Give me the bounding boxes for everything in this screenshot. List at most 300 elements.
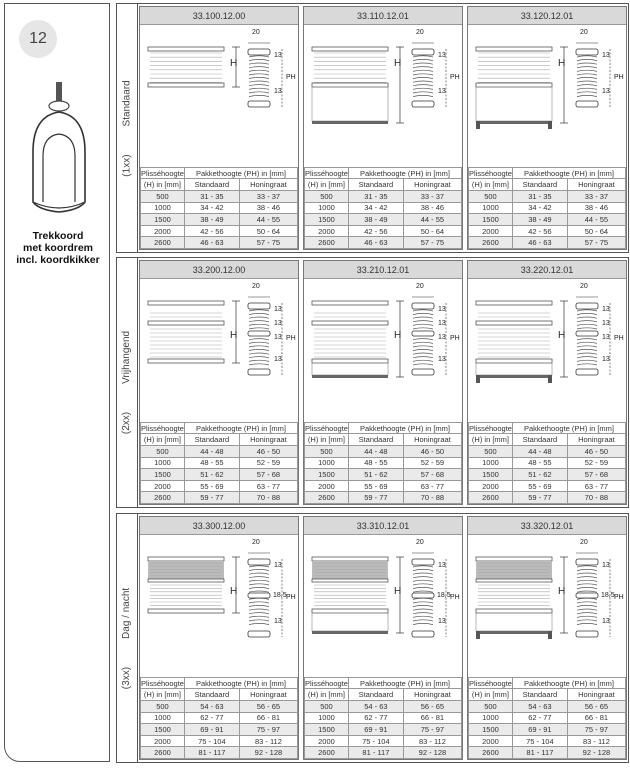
table-cell: 34 - 42 [348, 202, 403, 214]
dimension-label-h: H [230, 586, 238, 597]
header-honeycomb: Honingraat [403, 434, 461, 446]
dimensions-table [140, 167, 298, 249]
table-row [305, 712, 462, 724]
table-subheader-row [305, 689, 462, 701]
section-standaard [116, 3, 629, 253]
table-row [469, 191, 626, 203]
table-cell: 38 - 46 [403, 202, 461, 214]
table-cell: 1500 [469, 214, 513, 226]
article-code: 33.110.12.01 [304, 7, 462, 25]
product-card [139, 516, 299, 760]
table-cell: 48 - 55 [184, 457, 239, 469]
header-pleat-height: Plisséhoogte [141, 423, 184, 433]
header-pleat-height: Plisséhoogte [305, 168, 348, 178]
header-unit: (H) in [mm] [469, 434, 513, 446]
table-cell: 48 - 55 [348, 457, 403, 469]
table-header-row [469, 167, 626, 179]
header-package-height: Pakkethoogte (PH) in [mm] [512, 677, 625, 689]
table-row [469, 712, 626, 724]
table-cell: 1000 [305, 712, 349, 724]
dimension-label-ph: PH [614, 594, 624, 601]
table-row [141, 480, 298, 492]
table-cell: 33 - 37 [239, 191, 297, 203]
dimension-label-d13: 13 [274, 88, 282, 95]
table-cell: 44 - 55 [403, 214, 461, 226]
table-header-row [305, 422, 462, 434]
table-cell: 51 - 62 [184, 469, 239, 481]
table-cell: 1000 [141, 457, 185, 469]
header-pleat-height: Plisséhoogte [141, 678, 184, 688]
table-cell: 500 [469, 446, 513, 458]
table-cell: 92 - 128 [567, 747, 625, 759]
table-row [305, 191, 462, 203]
table-cell: 31 - 35 [348, 191, 403, 203]
table-row [469, 701, 626, 713]
table-row [305, 724, 462, 736]
table-row [305, 214, 462, 226]
table-row [305, 701, 462, 713]
dimension-label-ph: PH [450, 74, 460, 81]
header-package-height: Pakkethoogte (PH) in [mm] [348, 422, 461, 434]
table-row [141, 237, 298, 249]
blind-diagram [468, 535, 626, 663]
table-subheader-row [469, 179, 626, 191]
section-label [117, 514, 138, 762]
table-row [469, 457, 626, 469]
product-name [5, 230, 111, 266]
table-row [141, 446, 298, 458]
table-subheader-row [469, 689, 626, 701]
dimensions-table [304, 677, 462, 759]
table-cell: 1500 [305, 214, 349, 226]
article-code: 33.200.12.00 [140, 261, 298, 279]
table-row [141, 735, 298, 747]
table-cell: 70 - 88 [239, 492, 297, 504]
table-subheader-row [469, 434, 626, 446]
blind-diagram [304, 279, 462, 407]
table-cell: 54 - 63 [512, 701, 567, 713]
dimension-label-d185: 18,5 [601, 592, 615, 599]
table-cell: 46 - 63 [348, 237, 403, 249]
header-standard: Standaard [512, 434, 567, 446]
table-cell: 63 - 77 [239, 480, 297, 492]
header-pleat-height: Plisséhoogte [469, 678, 512, 688]
header-honeycomb: Honingraat [567, 179, 625, 191]
table-cell: 38 - 49 [184, 214, 239, 226]
table-cell: 42 - 56 [348, 225, 403, 237]
table-cell: 75 - 104 [184, 735, 239, 747]
page-number-badge: 12 [19, 20, 57, 58]
dimension-label-d185: 18,5 [273, 592, 287, 599]
table-row [305, 735, 462, 747]
dimension-label-w20: 20 [252, 539, 260, 546]
header-package-height: Pakkethoogte (PH) in [mm] [184, 422, 297, 434]
dimension-label-d13: 13 [438, 334, 446, 341]
table-row [469, 446, 626, 458]
blind-diagram [140, 279, 298, 407]
header-package-height: Pakkethoogte (PH) in [mm] [512, 422, 625, 434]
table-cell: 50 - 64 [239, 225, 297, 237]
cord-handle-icon [29, 82, 89, 222]
dimension-label-w20: 20 [252, 29, 260, 36]
table-cell: 59 - 77 [184, 492, 239, 504]
table-cell: 55 - 69 [348, 480, 403, 492]
table-cell: 44 - 55 [239, 214, 297, 226]
table-subheader-row [141, 434, 298, 446]
header-unit: (H) in [mm] [305, 689, 349, 701]
header-package-height: Pakkethoogte (PH) in [mm] [512, 167, 625, 179]
section-label [117, 4, 138, 252]
dimension-label-h: H [558, 330, 566, 341]
table-cell: 69 - 91 [348, 724, 403, 736]
table-cell: 34 - 42 [184, 202, 239, 214]
table-cell: 57 - 68 [239, 469, 297, 481]
table-cell: 2600 [141, 237, 185, 249]
dimension-label-ph: PH [286, 74, 296, 81]
table-row [141, 457, 298, 469]
table-subheader-row [141, 179, 298, 191]
table-cell: 1000 [141, 202, 185, 214]
table-cell: 75 - 97 [239, 724, 297, 736]
dimension-label-d13: 13 [274, 306, 282, 313]
table-cell: 2600 [141, 492, 185, 504]
header-standard: Standaard [348, 179, 403, 191]
table-cell: 2000 [141, 225, 185, 237]
dimension-label-h: H [558, 58, 566, 69]
table-cell: 69 - 91 [512, 724, 567, 736]
dimensions-table [304, 422, 462, 504]
table-row [141, 225, 298, 237]
table-row [469, 480, 626, 492]
table-row [305, 225, 462, 237]
table-cell: 2000 [305, 735, 349, 747]
table-cell: 2000 [141, 735, 185, 747]
product-card [467, 6, 627, 250]
dimension-label-ph: PH [614, 335, 624, 342]
dimension-label-w20: 20 [580, 29, 588, 36]
dimension-label-h: H [394, 330, 402, 341]
table-cell: 500 [469, 701, 513, 713]
dimension-label-d13: 13 [602, 562, 610, 569]
dimension-label-ph: PH [450, 594, 460, 601]
table-cell: 1500 [141, 724, 185, 736]
blind-diagram [304, 535, 462, 663]
header-pleat-height: Plisséhoogte [305, 678, 348, 688]
table-cell: 57 - 75 [403, 237, 461, 249]
product-card [467, 260, 627, 505]
table-cell: 2600 [305, 747, 349, 759]
table-cell: 51 - 62 [348, 469, 403, 481]
table-cell: 500 [305, 446, 349, 458]
table-cell: 57 - 68 [403, 469, 461, 481]
table-cell: 44 - 48 [348, 446, 403, 458]
dimension-label-d13: 13 [438, 356, 446, 363]
table-cell: 62 - 77 [184, 712, 239, 724]
table-cell: 1500 [141, 469, 185, 481]
article-code: 33.320.12.01 [468, 517, 626, 535]
table-row [141, 712, 298, 724]
table-cell: 500 [141, 446, 185, 458]
product-card [139, 6, 299, 250]
table-header-row [305, 677, 462, 689]
table-row [305, 446, 462, 458]
table-row [141, 469, 298, 481]
product-card [303, 260, 463, 505]
blind-diagram [140, 25, 298, 153]
table-cell: 56 - 65 [403, 701, 461, 713]
table-cell: 500 [305, 701, 349, 713]
table-cell: 57 - 75 [239, 237, 297, 249]
header-package-height: Pakkethoogte (PH) in [mm] [184, 167, 297, 179]
table-cell: 83 - 112 [403, 735, 461, 747]
blind-diagram [468, 25, 626, 153]
header-honeycomb: Honingraat [239, 434, 297, 446]
table-row [469, 492, 626, 504]
dimension-label-h: H [230, 330, 238, 341]
table-header-row [141, 677, 298, 689]
table-row [141, 492, 298, 504]
dimension-label-h: H [558, 586, 566, 597]
header-unit: (H) in [mm] [141, 179, 185, 191]
header-honeycomb: Honingraat [403, 689, 461, 701]
table-cell: 2000 [469, 480, 513, 492]
header-unit: (H) in [mm] [469, 689, 513, 701]
table-cell: 31 - 35 [184, 191, 239, 203]
header-pleat-height: Plisséhoogte [141, 168, 184, 178]
dimension-label-d185: 18,5 [437, 592, 451, 599]
table-cell: 2600 [469, 492, 513, 504]
dimension-label-d13: 13 [274, 320, 282, 327]
dimension-label-h: H [394, 58, 402, 69]
dimension-label-w20: 20 [580, 283, 588, 290]
table-cell: 70 - 88 [567, 492, 625, 504]
table-cell: 59 - 77 [348, 492, 403, 504]
table-cell: 1500 [141, 214, 185, 226]
table-cell: 51 - 62 [512, 469, 567, 481]
article-code: 33.210.12.01 [304, 261, 462, 279]
table-row [305, 480, 462, 492]
article-code: 33.220.12.01 [468, 261, 626, 279]
dimension-label-ph: PH [286, 594, 296, 601]
blind-diagram [468, 279, 626, 407]
table-cell: 42 - 56 [512, 225, 567, 237]
header-pleat-height: Plisséhoogte [469, 423, 512, 433]
dimension-label-d13: 13 [274, 618, 282, 625]
table-cell: 66 - 81 [567, 712, 625, 724]
table-cell: 54 - 63 [348, 701, 403, 713]
header-package-height: Pakkethoogte (PH) in [mm] [184, 677, 297, 689]
table-row [469, 469, 626, 481]
dimension-label-d13: 13 [438, 88, 446, 95]
header-standard: Standaard [512, 179, 567, 191]
table-cell: 1000 [305, 457, 349, 469]
table-header-row [469, 677, 626, 689]
table-cell: 50 - 64 [403, 225, 461, 237]
table-cell: 1000 [305, 202, 349, 214]
dimension-label-d13: 13 [274, 52, 282, 59]
header-unit: (H) in [mm] [469, 179, 513, 191]
header-pleat-height: Plisséhoogte [469, 168, 512, 178]
table-cell: 52 - 59 [567, 457, 625, 469]
table-cell: 66 - 81 [403, 712, 461, 724]
table-row [469, 237, 626, 249]
table-row [469, 735, 626, 747]
table-cell: 1500 [469, 724, 513, 736]
table-cell: 2000 [305, 225, 349, 237]
table-cell: 46 - 63 [184, 237, 239, 249]
product-column [4, 3, 110, 762]
dimension-label-w20: 20 [580, 539, 588, 546]
table-row [305, 492, 462, 504]
product-name-line-2: met koordrem [22, 242, 94, 254]
table-cell: 75 - 104 [348, 735, 403, 747]
dimension-label-d13: 13 [602, 334, 610, 341]
dimension-label-w20: 20 [416, 283, 424, 290]
header-standard: Standaard [184, 434, 239, 446]
table-cell: 83 - 112 [567, 735, 625, 747]
header-pleat-height: Plisséhoogte [305, 423, 348, 433]
table-cell: 500 [469, 191, 513, 203]
table-cell: 44 - 48 [184, 446, 239, 458]
header-unit: (H) in [mm] [141, 689, 185, 701]
table-cell: 2000 [469, 735, 513, 747]
table-row [305, 457, 462, 469]
table-cell: 69 - 91 [184, 724, 239, 736]
product-card [303, 6, 463, 250]
table-header-row [141, 422, 298, 434]
table-cell: 46 - 63 [512, 237, 567, 249]
dimension-label-d13: 13 [602, 356, 610, 363]
table-cell: 46 - 50 [403, 446, 461, 458]
header-honeycomb: Honingraat [239, 689, 297, 701]
section-count: (1xx) [121, 153, 133, 177]
table-cell: 83 - 112 [239, 735, 297, 747]
table-subheader-row [141, 689, 298, 701]
table-cell: 500 [141, 191, 185, 203]
table-cell: 55 - 69 [512, 480, 567, 492]
section-title: Standaard [121, 79, 133, 126]
table-cell: 62 - 77 [348, 712, 403, 724]
blind-diagram [140, 535, 298, 663]
table-cell: 46 - 50 [567, 446, 625, 458]
product-card [467, 516, 627, 760]
table-cell: 81 - 117 [184, 747, 239, 759]
table-cell: 52 - 59 [239, 457, 297, 469]
table-cell: 48 - 55 [512, 457, 567, 469]
dimension-label-d13: 13 [438, 320, 446, 327]
table-cell: 38 - 46 [239, 202, 297, 214]
table-subheader-row [305, 179, 462, 191]
dimension-label-d13: 13 [274, 356, 282, 363]
table-row [141, 747, 298, 759]
section-title: Vrijhangend [121, 330, 133, 384]
table-cell: 2000 [141, 480, 185, 492]
dimension-label-d13: 13 [602, 618, 610, 625]
table-cell: 55 - 69 [184, 480, 239, 492]
table-cell: 63 - 77 [403, 480, 461, 492]
dimension-label-h: H [394, 586, 402, 597]
header-honeycomb: Honingraat [567, 434, 625, 446]
table-row [305, 237, 462, 249]
table-row [141, 191, 298, 203]
table-cell: 57 - 68 [567, 469, 625, 481]
dimensions-table [304, 167, 462, 249]
article-code: 33.300.12.00 [140, 517, 298, 535]
table-cell: 33 - 37 [403, 191, 461, 203]
dimension-label-d13: 13 [438, 618, 446, 625]
table-cell: 75 - 97 [567, 724, 625, 736]
table-cell: 2600 [305, 492, 349, 504]
product-card [303, 516, 463, 760]
dimension-label-d13: 13 [438, 306, 446, 313]
header-honeycomb: Honingraat [403, 179, 461, 191]
table-cell: 1000 [469, 457, 513, 469]
table-cell: 70 - 88 [403, 492, 461, 504]
dimension-label-d13: 13 [438, 562, 446, 569]
table-cell: 59 - 77 [512, 492, 567, 504]
table-cell: 92 - 128 [403, 747, 461, 759]
table-cell: 31 - 35 [512, 191, 567, 203]
table-row [141, 701, 298, 713]
dimension-label-h: H [230, 58, 238, 69]
table-cell: 66 - 81 [239, 712, 297, 724]
table-cell: 33 - 37 [567, 191, 625, 203]
table-cell: 52 - 59 [403, 457, 461, 469]
dimension-label-w20: 20 [252, 283, 260, 290]
table-row [141, 724, 298, 736]
table-row [305, 469, 462, 481]
article-code: 33.100.12.00 [140, 7, 298, 25]
table-cell: 57 - 75 [567, 237, 625, 249]
table-cell: 92 - 128 [239, 747, 297, 759]
table-header-row [305, 167, 462, 179]
table-cell: 44 - 48 [512, 446, 567, 458]
table-cell: 1500 [305, 724, 349, 736]
table-row [305, 202, 462, 214]
dimension-label-w20: 20 [416, 29, 424, 36]
table-cell: 50 - 64 [567, 225, 625, 237]
table-cell: 2000 [469, 225, 513, 237]
dimension-label-d13: 13 [602, 52, 610, 59]
product-name-line-3: incl. koordkikker [16, 254, 100, 266]
table-row [469, 202, 626, 214]
table-row [469, 214, 626, 226]
dimension-label-d13: 13 [438, 52, 446, 59]
dimensions-table [468, 677, 626, 759]
section-dag-nacht [116, 513, 629, 763]
table-cell: 56 - 65 [239, 701, 297, 713]
header-standard: Standaard [184, 179, 239, 191]
header-honeycomb: Honingraat [239, 179, 297, 191]
table-cell: 56 - 65 [567, 701, 625, 713]
product-name-line-1: Trekkoord [32, 230, 84, 242]
table-cell: 34 - 42 [512, 202, 567, 214]
table-cell: 46 - 50 [239, 446, 297, 458]
table-header-row [141, 167, 298, 179]
table-cell: 1500 [305, 469, 349, 481]
section-count: (3xx) [121, 666, 133, 689]
dimensions-table [468, 422, 626, 504]
table-cell: 1000 [469, 202, 513, 214]
table-cell: 500 [141, 701, 185, 713]
dimension-label-d13: 13 [274, 334, 282, 341]
table-cell: 44 - 55 [567, 214, 625, 226]
dimension-label-d13: 13 [602, 88, 610, 95]
dimensions-table [140, 677, 298, 759]
table-subheader-row [305, 434, 462, 446]
header-honeycomb: Honingraat [567, 689, 625, 701]
table-cell: 75 - 104 [512, 735, 567, 747]
